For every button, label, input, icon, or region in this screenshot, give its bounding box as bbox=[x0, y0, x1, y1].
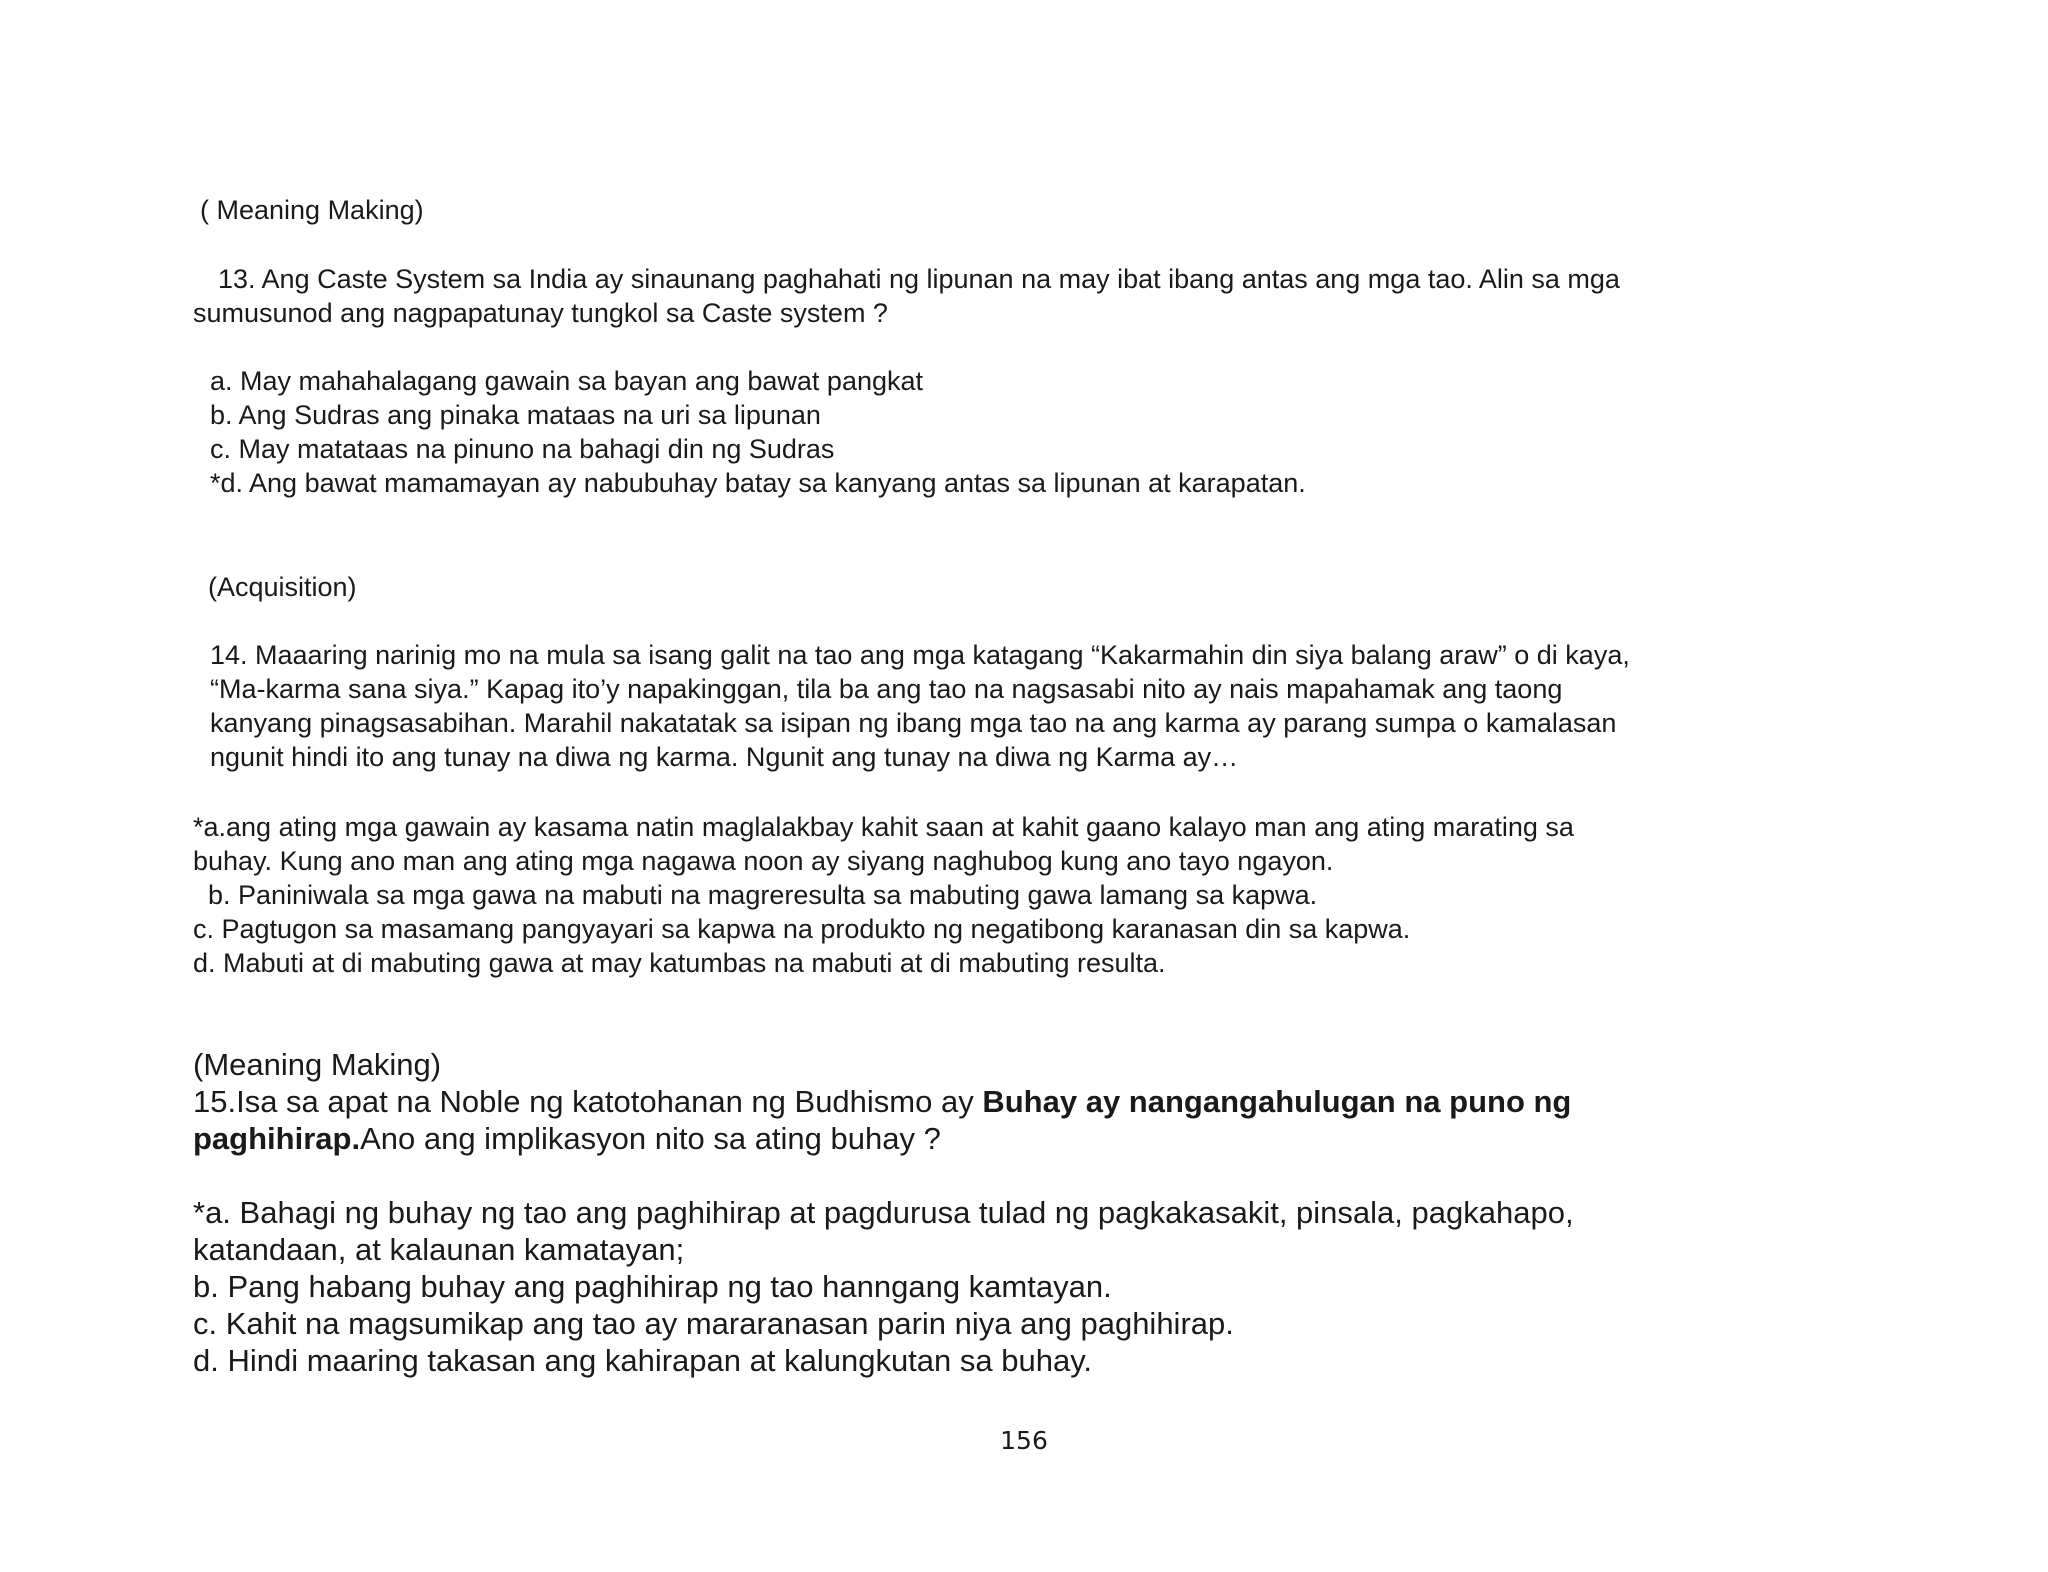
q13-option-c: c. May matataas na pinuno na bahagi din ng Sudras bbox=[210, 434, 835, 464]
q14-option-a-line-1: *a.ang ating mga gawain ay kasama natin maglalakbay kahit saan at kahit gaano kalayo man ang ating marating sa bbox=[193, 812, 1574, 842]
q14-option-b: b. Paniniwala sa mga gawa na mabuti na magreresulta sa mabuting gawa lamang sa kapwa. bbox=[193, 880, 1318, 910]
q15-stem-line-2 bbox=[193, 1120, 941, 1158]
q15-option-c: c. Kahit na magsumikap ang tao ay mararanasan parin niya ang paghihirap. bbox=[193, 1306, 1234, 1341]
q15-option-b: b. Pang habang buhay ang paghihirap ng tao hanngang kamtayan. bbox=[193, 1269, 1112, 1304]
q13-option-a: a. May mahahalagang gawain sa bayan ang bawat pangkat bbox=[210, 366, 924, 396]
q13-option-d: *d. Ang bawat mamamayan ay nabubuhay batay sa kanyang antas sa lipunan at karapatan. bbox=[210, 468, 1306, 498]
q15-stem-suffix: Ano ang implikasyon nito sa ating buhay ? bbox=[360, 1121, 941, 1156]
q14-category: (Acquisition) bbox=[208, 572, 357, 602]
q14-option-d: d. Mabuti at di mabuting gawa at may katumbas na mabuti at di mabuting resulta. bbox=[193, 948, 1166, 978]
q15-option-a-line-2: katandaan, at kalaunan kamatayan; bbox=[193, 1232, 685, 1267]
q13-category: ( Meaning Making) bbox=[200, 195, 424, 225]
q14-stem-line-2: “Ma-karma sana siya.” Kapag ito’y napakinggan, tila ba ang tao na nagsasabi nito ay nais mapahamak ang taong bbox=[210, 674, 1563, 704]
q13-stem-line-2: sumusunod ang nagpapatunay tungkol sa Caste system ? bbox=[193, 298, 888, 328]
q14-stem-line-4: ngunit hindi ito ang tunay na diwa ng karma. Ngunit ang tunay na diwa ng Karma ay… bbox=[210, 742, 1239, 772]
q13-stem-line-1: 13. Ang Caste System sa India ay sinaunang paghahati ng lipunan na may ibat ibang antas ang mga tao. Alin sa mga bbox=[218, 264, 1620, 294]
q14-stem-line-3: kanyang pinagsasabihan. Marahil nakatatak sa isipan ng ibang mga tao na ang karma ay parang sumpa o kamalasan bbox=[210, 708, 1617, 738]
q15-stem-bold-2: paghihirap. bbox=[193, 1121, 361, 1156]
q14-option-c: c. Pagtugon sa masamang pangyayari sa kapwa na produkto ng negatibong karanasan din sa kapwa. bbox=[193, 914, 1411, 944]
q15-option-a-line-1: *a. Bahagi ng buhay ng tao ang paghihirap at pagdurusa tulad ng pagkakasakit, pinsala, pagkahapo, bbox=[193, 1195, 1574, 1230]
q15-stem-prefix: 15.Isa sa apat na Noble ng katotohanan ng Budhismo ay bbox=[193, 1084, 983, 1119]
q15-stem-bold-1: Buhay ay nangangahulugan na puno ng bbox=[982, 1084, 1572, 1119]
q14-stem-line-1: 14. Maaaring narinig mo na mula sa isang galit na tao ang mga katagang “Kakarmahin din siya balang araw” o di kaya, bbox=[210, 640, 1630, 670]
page-number: 156 bbox=[1000, 1426, 1048, 1455]
q14-option-a-line-2: buhay. Kung ano man ang ating mga nagawa noon ay siyang naghubog kung ano tayo ngayon. bbox=[193, 846, 1334, 876]
q15-category: (Meaning Making) bbox=[193, 1047, 442, 1082]
q15-stem-line-1 bbox=[193, 1083, 1571, 1121]
q15-option-d: d. Hindi maaring takasan ang kahirapan at kalungkutan sa buhay. bbox=[193, 1343, 1093, 1378]
q13-option-b: b. Ang Sudras ang pinaka mataas na uri sa lipunan bbox=[210, 400, 821, 430]
